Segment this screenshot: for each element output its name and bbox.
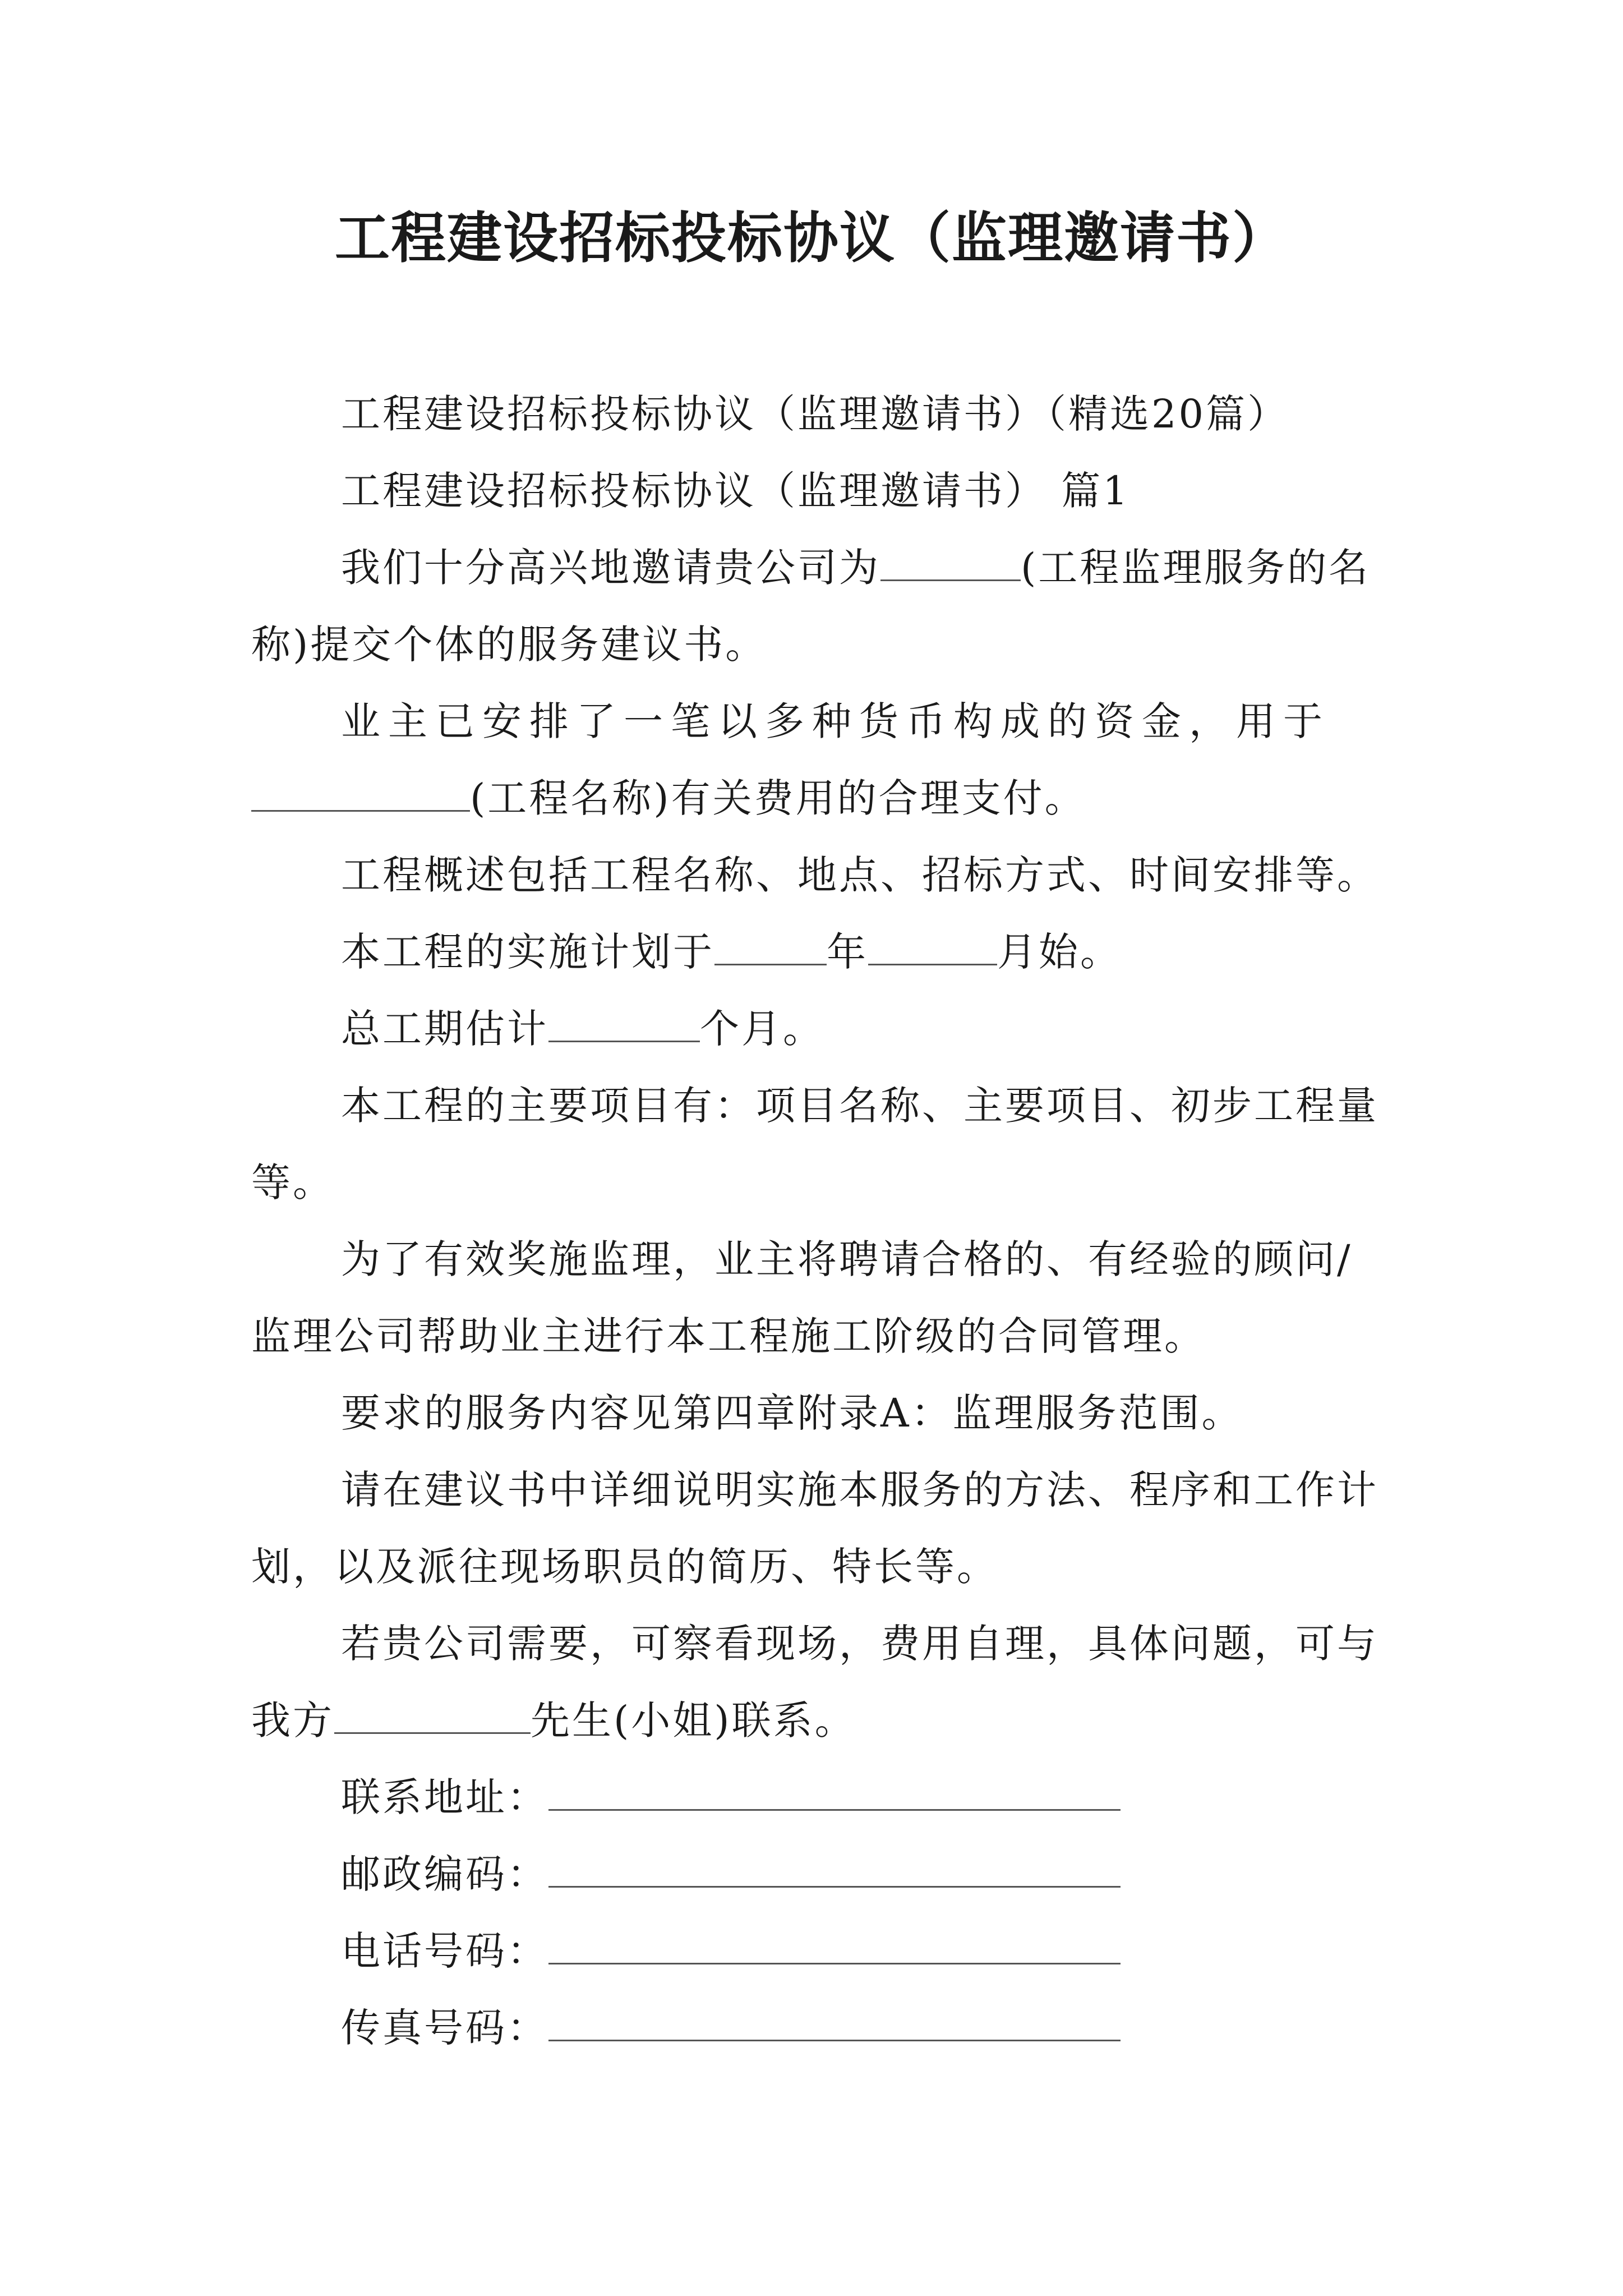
paragraph-scope: 要求的服务内容见第四章附录A：监理服务范围。 <box>341 1390 1243 1436</box>
paragraph-invitation <box>251 530 1391 683</box>
field-postcode <box>251 1836 1391 1913</box>
blank-line <box>880 548 1021 581</box>
blank-line <box>548 2008 1121 2041</box>
paragraph-site-visit <box>251 1605 1391 1759</box>
paragraph-text: 总工期估计 <box>341 1006 548 1052</box>
paragraph-text: 年 <box>827 929 868 975</box>
paragraph-text: 我们十分高兴地邀请贵公司为 <box>341 545 880 591</box>
paragraph-supervision: 为了有效奖施监理，业主将聘请合格的、有经验的顾问/监理公司帮助业主进行本工程施工阶级的合同管理。 <box>251 1236 1353 1359</box>
paragraph-text: 若贵公司需要，可察看现场，费用自理，具体问题，可与我方 <box>251 1621 1378 1743</box>
field-label: 邮政编码： <box>341 1851 548 1897</box>
field-phone <box>251 1913 1391 1990</box>
blank-line <box>548 1855 1121 1888</box>
paragraph-text: 月始。 <box>997 929 1122 975</box>
paragraph-overview: 工程概述包括工程名称、地点、招标方式、时间安排等。 <box>341 852 1378 898</box>
blank-line <box>714 932 827 965</box>
blank-line <box>251 779 470 812</box>
field-address <box>251 1759 1391 1836</box>
field-label: 电话号码： <box>341 1928 548 1974</box>
paragraph-text: 业主已安排了一笔以多种货币构成的资金，用于 <box>341 698 1330 744</box>
paragraph-text: 先生(小姐)联系。 <box>531 1697 856 1743</box>
paragraph-text: (工程监理服务的名称)提交个体的服务建议书。 <box>251 545 1371 668</box>
blank-line <box>548 1931 1121 1964</box>
paragraph-text: (工程名称)有关费用的合理支付。 <box>470 775 1086 821</box>
document-title: 工程建设招标投标协议（监理邀请书） <box>334 206 1288 270</box>
blank-line <box>868 932 997 965</box>
paragraph-items: 本工程的主要项目有：项目名称、主要项目、初步工程量等。 <box>251 1083 1378 1205</box>
blank-line <box>334 1701 531 1734</box>
paragraph-duration <box>251 991 1391 1068</box>
paragraph-schedule <box>251 914 1391 991</box>
field-label: 联系地址： <box>341 1774 548 1820</box>
field-fax <box>251 1990 1391 2067</box>
section-heading: 工程建设招标投标协议（监理邀请书） 篇1 <box>341 468 1130 514</box>
paragraph-text: 个月。 <box>700 1006 824 1052</box>
blank-line <box>548 1009 700 1042</box>
field-label: 传真号码： <box>341 2005 548 2051</box>
paragraph-funding <box>251 683 1391 837</box>
document-body <box>251 376 1391 2067</box>
document-subtitle: 工程建设招标投标协议（监理邀请书）（精选20篇） <box>341 391 1289 437</box>
paragraph-text: 本工程的实施计划于 <box>341 929 714 975</box>
blank-line <box>548 1778 1121 1811</box>
paragraph-proposal: 请在建议书中详细说明实施本服务的方法、程序和工作计划，以及派往现场职员的简历、特长等。 <box>251 1467 1378 1590</box>
